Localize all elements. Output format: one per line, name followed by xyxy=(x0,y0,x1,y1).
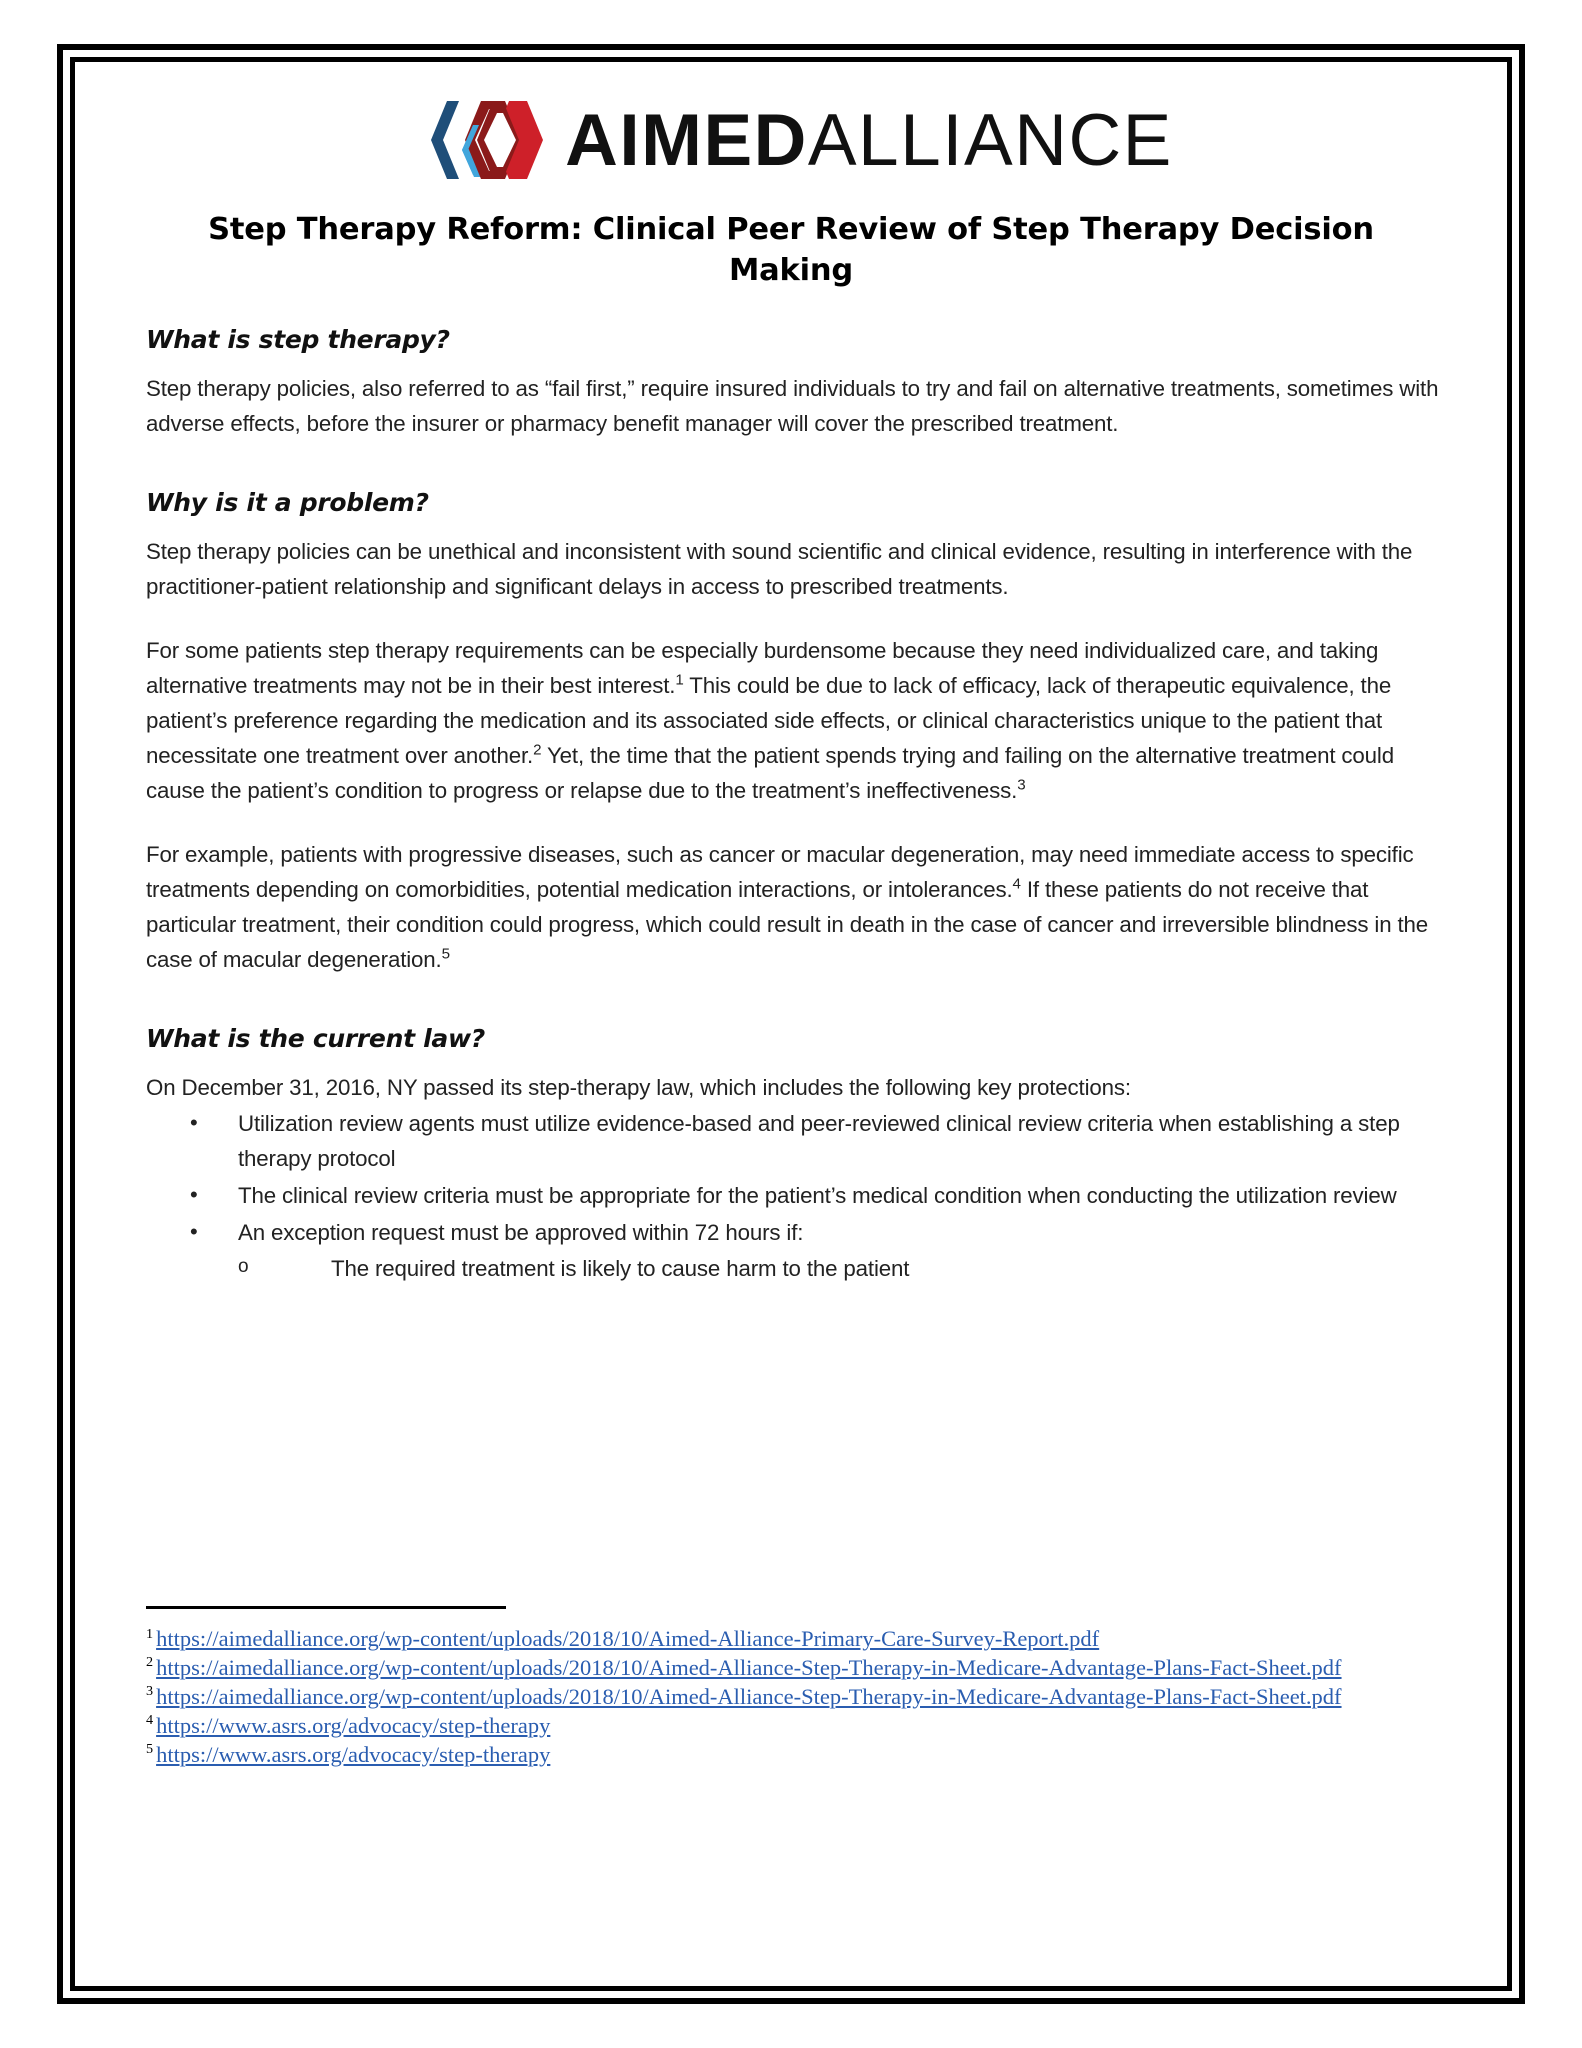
footnote-entry xyxy=(146,1625,1464,1653)
footnote-separator-rule xyxy=(146,1606,506,1609)
section-heading-what-is-the-current-law: What is the current law? xyxy=(146,1023,485,1053)
para-text-b: This could be due to lack of efficacy, lack of therapeutic equivalence, the patient’s preference regarding the medication and its associated side effects, or clinical characteristics unique to the patient that necessitate one treatment over another. xyxy=(146,673,1392,768)
footnote-number: 5 xyxy=(146,1741,154,1758)
footnote-link[interactable]: https://www.asrs.org/advocacy/step-therapy xyxy=(156,1741,551,1767)
footnote-link[interactable]: https://aimedalliance.org/wp-content/uploads/2018/10/Aimed-Alliance-Step-Therapy-in-Medicare-Advantage-Plans-Fact-Sheet.pdf xyxy=(156,1654,1342,1680)
page-title: Step Therapy Reform: Clinical Peer Review of Step Therapy Decision Making xyxy=(208,212,1374,289)
section-heading-what-is-step-therapy: What is step therapy? xyxy=(146,325,450,355)
list-item: o The required treatment is likely to cause harm to the patient xyxy=(146,1252,1448,1287)
paragraph-problem-overview: Step therapy policies can be unethical and inconsistent with sound scientific and clinical evidence, resulting in interference with the practitioner-patient relationship and significant delays in access to prescribed treatments. xyxy=(146,538,1413,599)
para-text-c: Yet, the time that the patient spends trying and failing on the alternative treatment could cause the patient’s condition to progress or relapse due to the treatment’s ineffectiveness. xyxy=(146,742,1394,803)
logo-word-aimed: AIMED xyxy=(565,99,808,181)
footnote-entry xyxy=(146,1654,1464,1682)
footnote-ref-1[interactable]: 1 xyxy=(675,671,684,689)
paragraph-progressive-diseases-example xyxy=(146,838,1448,977)
footnote-number: 4 xyxy=(146,1712,154,1729)
para-text-a: For example, patients with progressive diseases, such as cancer or macular degeneration, may need immediate access to specific treatments depending on comorbidities, potential medication interactions, or intolerances. xyxy=(146,842,1414,903)
list-item: • An exception request must be approved within 72 hours if: xyxy=(146,1216,1448,1251)
footnote-ref-5[interactable]: 5 xyxy=(441,945,450,963)
para-text-a: For some patients step therapy requirements can be especially burdensome because they need individualized care, and taking alternative treatments may not be in their best interest. xyxy=(146,638,1379,699)
list-item: • Utilization review agents must utilize evidence-based and peer-reviewed clinical review criteria when establishing a step therapy protocol xyxy=(146,1107,1448,1177)
footnote-entry xyxy=(146,1683,1464,1711)
document-body xyxy=(118,325,1464,1287)
paragraph-ny-law-intro: On December 31, 2016, NY passed its step-therapy law, which includes the following key protections: xyxy=(146,1074,1131,1100)
list-item: • The clinical review criteria must be appropriate for the patient’s medical condition when conducting the utilization review xyxy=(146,1179,1448,1214)
footnote-entry xyxy=(146,1712,1464,1740)
paragraph-step-therapy-definition: Step therapy policies, also referred to as “fail first,” require insured individuals to try and fail on alternative treatments, sometimes with adverse effects, before the insurer or pharmacy benefit manager will cover the prescribed treatment. xyxy=(146,376,1439,437)
footnote-number: 3 xyxy=(146,1683,154,1700)
footnotes-section xyxy=(146,1606,1464,1769)
footnote-ref-2[interactable]: 2 xyxy=(533,741,542,759)
paragraph-individualized-care xyxy=(146,634,1448,808)
footnote-ref-3[interactable]: 3 xyxy=(1017,776,1026,794)
footnote-link[interactable]: https://aimedalliance.org/wp-content/uploads/2018/10/Aimed-Alliance-Step-Therapy-in-Medicare-Advantage-Plans-Fact-Sheet.pdf xyxy=(156,1683,1342,1709)
para-text-b: If these patients do not receive that particular treatment, their condition could progress, which could result in death in the case of cancer and irreversible blindness in the case of macular degeneration. xyxy=(146,877,1429,972)
footnote-number: 2 xyxy=(146,1654,154,1671)
footnote-link[interactable]: https://www.asrs.org/advocacy/step-therapy xyxy=(156,1712,551,1738)
footnote-link[interactable]: https://aimedalliance.org/wp-content/uploads/2018/10/Aimed-Alliance-Primary-Care-Survey-Report.pdf xyxy=(156,1626,1100,1651)
exception-conditions-list xyxy=(146,1252,1448,1287)
logo-wordmark xyxy=(565,99,1173,181)
section-heading-why-is-it-a-problem: Why is it a problem? xyxy=(146,487,429,517)
organization-logo xyxy=(118,97,1464,183)
footnote-entry xyxy=(146,1741,1464,1769)
logo-word-alliance: ALLIANCE xyxy=(807,99,1173,181)
aimed-alliance-chevron-logo-icon xyxy=(409,97,549,183)
footnote-ref-4[interactable]: 4 xyxy=(1012,875,1021,893)
footnote-number: 1 xyxy=(146,1625,154,1642)
key-protections-list xyxy=(146,1107,1448,1250)
